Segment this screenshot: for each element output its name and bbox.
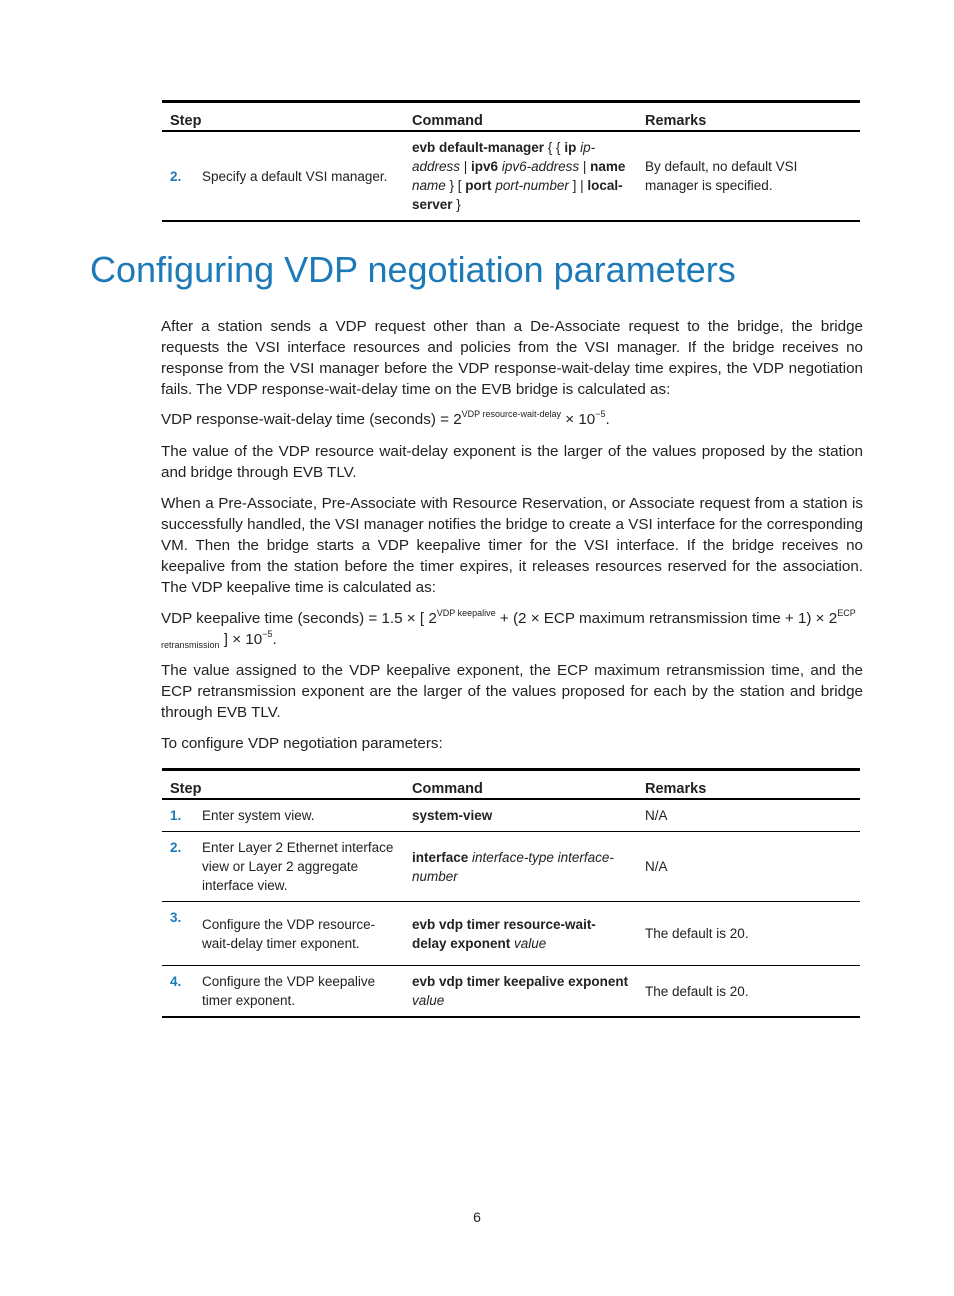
header-remarks: Remarks [637, 102, 860, 132]
vdp-parameters-table [162, 768, 860, 1018]
table-header-row [162, 770, 860, 800]
table-header-row [162, 102, 860, 132]
step-number: 3. [162, 902, 194, 966]
table-row [162, 832, 860, 902]
command-text: evb vdp timer keepalive exponent value [404, 966, 637, 1018]
remark-text: The default is 20. [637, 966, 860, 1018]
formula-keepalive: VDP keepalive time (seconds) = 1.5 × [ $2^{VDP keepalive} + (2$ × ECP maximum retransmission time + $1) \times 2^{ECP}$ $_{retransmission}$ ] × $10^{-5}$. [161, 608, 856, 651]
paragraph-keepalive: When a Pre-Associate, Pre-Associate with Resource Reservation, or Associate request from a station is successfully handled, the VSI manager notifies the bridge to create a VSI interface for the corresponding VM. Then the bridge starts a VDP keepalive timer for the VSI interface. If the bridge receives no keepalive from the station before the timer expires, it releases resources reserved for the association. The VDP keepalive time is calculated as: [161, 495, 863, 596]
paragraph-intro: After a station sends a VDP request other than a De-Associate request to the bridge, the bridge requests the VSI interface resources and policies from the VSI manager. If the bridge receives no response from the VSI manager before the VDP response-wait-delay time expires, the VDP negotiation fails. The VDP response-wait-delay time on the EVB bridge is calculated as: [161, 318, 863, 398]
step-description: Enter Layer 2 Ethernet interface view or Layer 2 aggregate interface view. [194, 832, 404, 902]
table-row [162, 131, 860, 221]
formula-response-wait-delay: VDP response-wait-delay time (seconds) = $2^{VDP resource-wait-delay} \times 10^{-5}$. [161, 409, 610, 428]
step-number: 4. [162, 966, 194, 1018]
command-text: interface interface-type interface-number [404, 832, 637, 902]
vsi-manager-table [162, 100, 860, 222]
paragraph-values: The value assigned to the VDP keepalive exponent, the ECP maximum retransmission time, and the ECP retransmission exponent are the larger of the values proposed for each by the station and bridge through EVB TLV. [161, 662, 863, 721]
section-heading: Configuring VDP negotiation parameters [90, 249, 736, 290]
step-description: Enter system view. [194, 799, 404, 832]
header-command: Command [404, 770, 637, 800]
remark-text: N/A [637, 799, 860, 832]
step-number: 1. [162, 799, 194, 832]
header-command: Command [404, 102, 637, 132]
step-number: 2. [162, 832, 194, 902]
remark-text: By default, no default VSI manager is specified. [637, 131, 860, 221]
remark-text: The default is 20. [637, 902, 860, 966]
step-description: Specify a default VSI manager. [194, 131, 404, 221]
remark-text: N/A [637, 832, 860, 902]
header-step: Step [162, 770, 404, 800]
header-remarks: Remarks [637, 770, 860, 800]
paragraph-exponent: The value of the VDP resource wait-delay exponent is the larger of the values proposed by the station and bridge through EVB TLV. [161, 443, 863, 481]
paragraph-to-configure: To configure VDP negotiation parameters: [161, 735, 443, 752]
command-text: evb default-manager { { ip ip-address | ipv6 ipv6-address | name name } [ port port-number ] | local-server } [404, 131, 637, 221]
command-text: evb vdp timer resource-wait-delay exponent value [404, 902, 637, 966]
table-row [162, 966, 860, 1018]
step-description: Configure the VDP resource-wait-delay timer exponent. [194, 902, 404, 966]
page-number: 6 [473, 1209, 481, 1225]
table-row [162, 799, 860, 832]
step-number: 2. [162, 131, 194, 221]
table-row [162, 902, 860, 966]
header-step: Step [162, 102, 404, 132]
step-description: Configure the VDP keepalive timer exponent. [194, 966, 404, 1018]
command-text: system-view [404, 799, 637, 832]
